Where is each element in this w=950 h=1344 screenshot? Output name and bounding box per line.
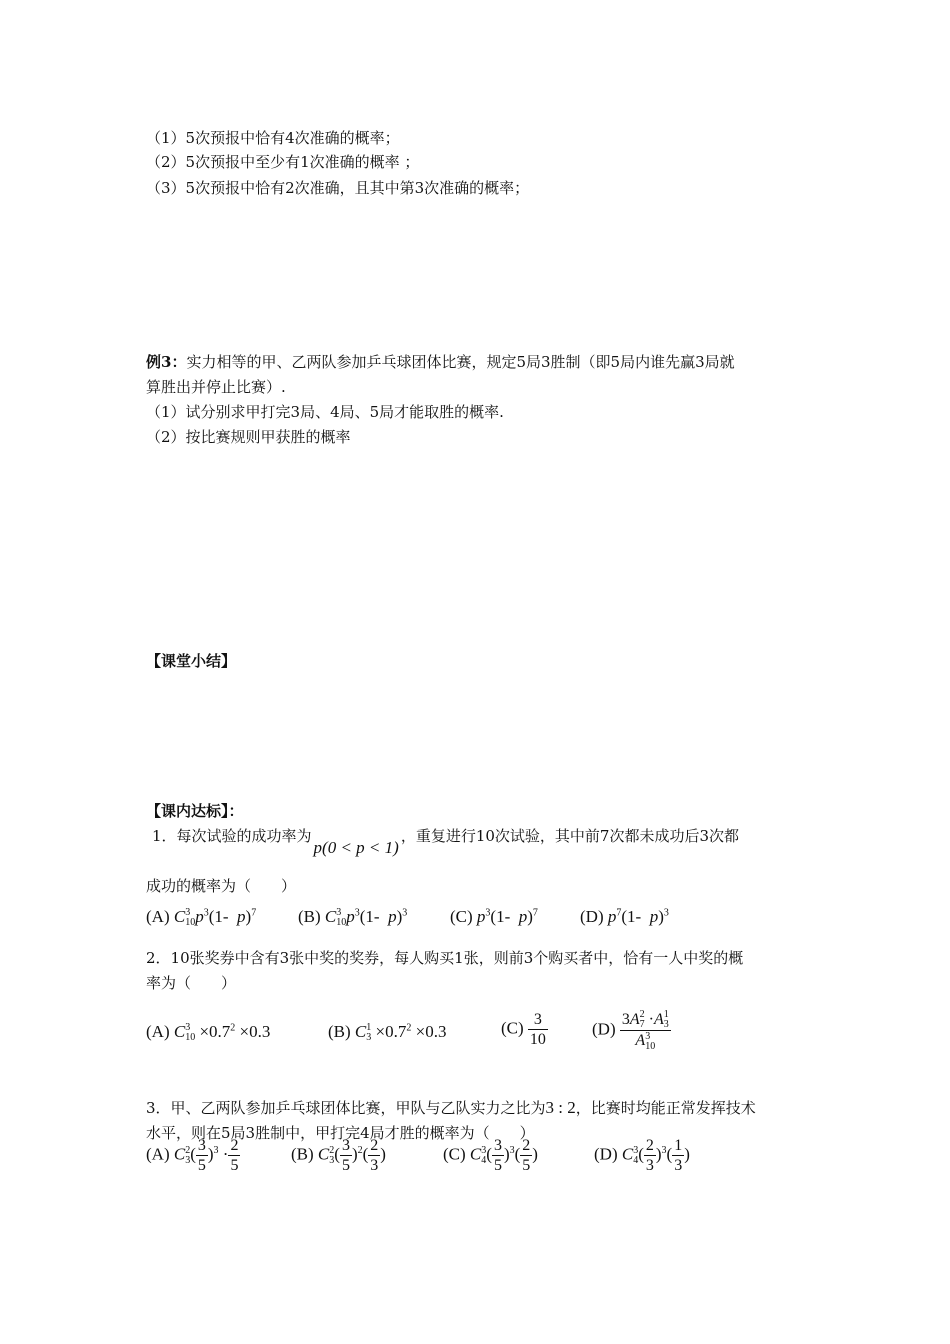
summary-heading: 【课堂小结】 [146, 652, 237, 670]
example3-q2: （2）按比赛规则甲获胜的概率 [146, 428, 351, 446]
standard-colon: ： [228, 802, 244, 820]
q3-line1 [146, 1098, 756, 1118]
example3-q1: （1）试分别求甲打完3局、4局、5局才能取胜的概率. [146, 403, 504, 421]
q3-option-a: (A) C 2 3 ( $\frac{3}{5}$ )$^3$ · $\frac{2}{5}$ [146, 1137, 239, 1174]
problem2-q1: （1）5次预报中恰有4次准确的概率； [146, 129, 400, 147]
q1-option-b: (B) C 3 10 $p^3(1-$ p)$^3$ [298, 907, 408, 929]
q1-option-b-label: (B) [298, 907, 321, 926]
q2-option-c-label: (C) [501, 1018, 524, 1038]
example3-line1 [146, 352, 735, 372]
q1-option-d-label: (D) [580, 907, 604, 926]
q2-option-a: (A) C 3 10 $\times 0.7^2 \times 0.3$ [146, 1022, 271, 1044]
q1-option-a: (A) C 3 10 $p^3(1-$ p)$^7$ [146, 907, 257, 929]
example3-label: 例3 [146, 353, 172, 371]
problem2-q2: （2）5次预报中至少有1次准确的概率 ； [146, 153, 420, 171]
q2-option-c: (C) $\frac{3}{10}$ [501, 1011, 546, 1048]
q3-option-d-label: (D) [594, 1144, 618, 1164]
q3-ratio: 3 : 2 [545, 1098, 576, 1117]
q2-line1: 2．10张奖券中含有3张中奖的奖券，每人购买1张，则前3个购买者中，恰有一人中奖的概 [146, 949, 744, 967]
q1-post: ，重复进行10次试验，其中前7次都未成功后3次都 [400, 827, 739, 845]
q3-option-c: (C) C 3 4 ( $\frac{3}{5}$ )$^3$( $\frac{2}{5}$ ) [443, 1137, 538, 1174]
q1-pre: 1．每次试验的成功率为 [152, 827, 312, 845]
q1-option-a-label: (A) [146, 907, 170, 926]
q3-option-b-label: (B) [291, 1144, 314, 1164]
q2-option-d-label: (D) [592, 1019, 616, 1039]
q1-option-c: (C) $p^3(1-$ p)$^7$ [450, 907, 538, 926]
q1-option-c-label: (C) [450, 907, 473, 926]
standard-heading-line [146, 801, 244, 821]
q2-option-a-label: (A) [146, 1022, 170, 1041]
q3-option-a-label: (A) [146, 1144, 170, 1164]
q2-option-b: (B) C 1 3 $\times 0.7^2 \times 0.3$ [328, 1022, 447, 1044]
example3-colon: ： [171, 353, 187, 371]
example3-text2: 算胜出并停止比赛）. [146, 378, 286, 396]
q3-line2: 水平，则在5局3胜制中，甲打完4局才胜的概率为（ ） [146, 1124, 535, 1142]
q2-line2: 率为（ ） [146, 974, 237, 992]
q1-condition: p(0 < p < 1) [313, 838, 399, 857]
q2-option-b-label: (B) [328, 1022, 351, 1041]
problem2-q3: （3）5次预报中恰有2次准确，且其中第3次准确的概率； [146, 179, 530, 197]
q1-line2: 成功的概率为（ ） [146, 877, 297, 895]
q3-line1-pre: 3．甲、乙两队参加乒乓球团体比赛，甲队与乙队实力之比为 [146, 1099, 546, 1117]
q3-option-d: (D) C 3 4 ( $\frac{2}{3}$ )$^3$( $\frac{1}{3}$ ) [594, 1137, 690, 1174]
standard-heading: 【课内达标】 [146, 802, 229, 820]
q1-line1 [152, 826, 739, 857]
q3-option-c-label: (C) [443, 1144, 466, 1164]
q2-option-d: (D) 3A 2 7 ·A 1 3 A 3 10 [592, 1009, 669, 1052]
q3-line1-post: ，比赛时均能正常发挥技术 [575, 1099, 756, 1117]
q1-option-d: (D) $p^7(1-$ p)$^3$ [580, 907, 669, 926]
example3-text1: 实力相等的甲、乙两队参加乒乓球团体比赛，规定5局3胜制（即5局内谁先赢3局就 [186, 353, 735, 371]
q3-option-b: (B) C 2 3 ( $\frac{3}{5}$ )$^2$( $\frac{2}{3}$ ) [291, 1137, 386, 1174]
